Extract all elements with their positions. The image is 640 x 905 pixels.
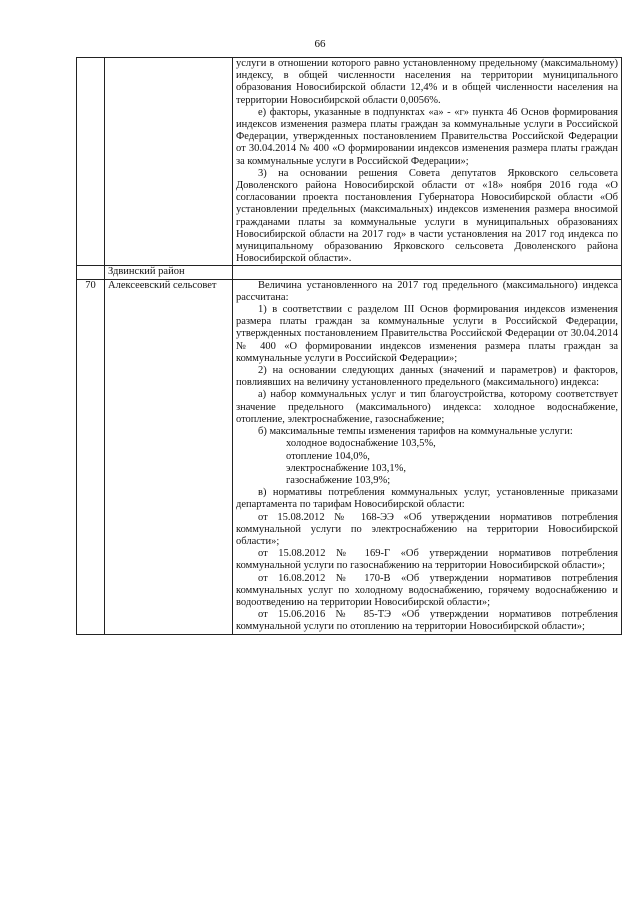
paragraph: е) факторы, указанные в подпунктах «а» - «г» пункта 46 Основ формирования индексов изменения размера платы граждан за коммунальные услуги в Российской Федерации, утвержденных постановлением Правительства Российской Федерации от 30.04.2014 № 400 «О формировании индексов изменения размера платы граждан за коммунальные услуги в Российской Федерации»; [236,106,618,167]
table-row [77,279,622,634]
table-row [77,266,622,279]
paragraph: услуги в отношении которого равно установленному предельному (максимальному) индексу, в общей численности населения на территории муниципального образования Новосибирской области 12,4% и в общей численности населения на территории Новосибирской области 0,0056%. [236,58,618,106]
row-number-cell [77,266,105,279]
table-body [77,58,622,635]
description-cell [233,279,622,634]
table-row [77,58,622,266]
municipality-name-cell: Алексеевский сельсовет [105,279,233,634]
paragraph: от 16.08.2012 № 170-В «Об утверждении нормативов потребления коммунальных услуг по холодному водоснабжению, горячему водоснабжению и водоотведению на территории Новосибирской области»; [236,572,618,608]
document-table [76,57,622,635]
paragraph: газоснабжение 103,9%; [286,474,391,486]
page-number: 66 [314,38,326,50]
municipality-name-cell: Здвинский район [105,266,233,279]
row-number-cell: 70 [77,279,105,634]
paragraph: в) нормативы потребления коммунальных услуг, установленные приказами департамента по тарифам Новосибирской области: [236,487,618,511]
description-cell [233,266,622,279]
paragraph: 2) на основании следующих данных (значений и параметров) и факторов, повлиявших на величину установленного предельного (максимального) индекса: [236,365,618,389]
paragraph: от 15.06.2016 № 85-ТЭ «Об утверждении нормативов потребления коммунальной услуги по отоплению на территории Новосибирской области»; [236,609,618,633]
paragraph: Величина установленного на 2017 год предельного (максимального) индекса рассчитана: [236,279,618,303]
description-cell [233,58,622,266]
row-number-cell [77,58,105,266]
paragraph: холодное водоснабжение 103,5%, [286,438,436,450]
paragraph: 1) в соответствии с разделом III Основ формирования индексов изменения размера платы граждан за коммунальные услуги в Российской Федерации, утвержденных постановлением Правительства Российской Федерации от 30.04.2014 № 400 «О формировании индексов изменения размера платы граждан за коммунальные услуги в Российской Федерации»; [236,304,618,364]
paragraph: а) набор коммунальных услуг и тип благоустройства, которому соответствует значение предельного (максимального) индекса: холодное водоснабжение, отопление, электроснабжение, газоснабжение; [236,389,618,425]
paragraph: от 15.08.2012 № 169-Г «Об утверждении нормативов потребления коммунальной услуги по газоснабжению на территории Новосибирской области»; [236,548,618,572]
paragraph: от 15.08.2012 № 168-ЭЭ «Об утверждении нормативов потребления коммунальной услуги по электроснабжению на территории Новосибирской области»; [236,511,618,547]
paragraph: отопление 104,0%, [286,450,370,462]
municipality-name-cell [105,58,233,266]
paragraph: 3) на основании решения Совета депутатов Ярковского сельсовета Доволенского района Новосибирской области от «18» ноября 2016 года «О согласовании проекта постановления Губернатора Новосибирской области «Об установлении предельных (максимальных) индексов изменения размера вносимой гражданами платы за коммунальные услуги в муниципальных образованиях Новосибирской области на 2017 год» в части установления на 2017 год индекса по муниципальному образованию Ярковского сельсовета Доволенского района Новосибирской области». [236,167,618,265]
paragraph: б) максимальные темпы изменения тарифов на коммунальные услуги: [258,426,573,438]
paragraph: электроснабжение 103,1%, [286,462,406,474]
